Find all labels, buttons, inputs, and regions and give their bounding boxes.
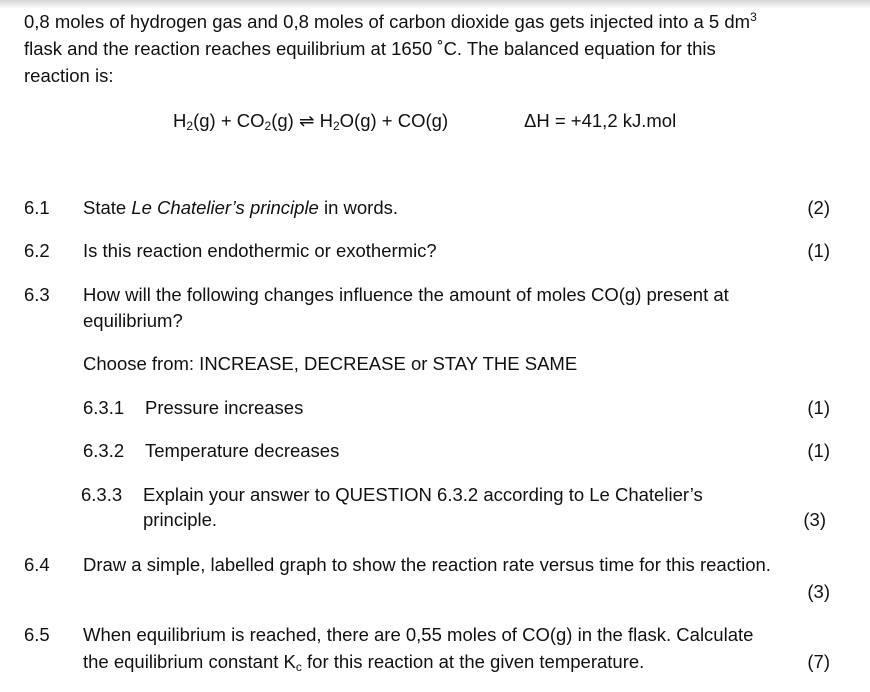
eq-part: (g) ⇌ H xyxy=(271,110,333,131)
eq-subscript: 2 xyxy=(332,119,340,133)
intro-line-1-text: 0,8 moles of hydrogen gas and 0,8 moles of carbon dioxide gas gets injected into a 5 dm xyxy=(24,11,751,32)
q65-pre: the equilibrium constant K xyxy=(83,651,296,672)
eq-part: H xyxy=(173,110,187,131)
q61-pre: State xyxy=(83,197,132,218)
question-6-3-line-2: equilibrium? xyxy=(83,310,183,331)
question-number: 6.2 xyxy=(24,240,50,261)
marks: (1) xyxy=(807,397,830,418)
eq-subscript: 2 xyxy=(186,119,194,133)
q65-post: for this reaction at the given temperature. xyxy=(301,651,645,672)
marks: (3) xyxy=(803,509,826,530)
question-6-1-text xyxy=(83,195,398,221)
eq-subscript: 2 xyxy=(264,119,272,133)
eq-part: (g) + CO xyxy=(193,110,265,131)
subquestion-6-3-3-line-2: principle. xyxy=(143,509,218,530)
balanced-equation xyxy=(173,108,448,134)
question-6-2-text: Is this reaction endothermic or exothermic? xyxy=(83,240,437,261)
question-6-4-text: Draw a simple, labelled graph to show the reaction rate versus time for this reaction. xyxy=(83,554,771,575)
dm3-superscript: 3 xyxy=(750,10,757,24)
subquestion-6-3-1-text: Pressure increases xyxy=(145,397,304,418)
q61-emphasis: Le Chatelier’s principle xyxy=(131,197,319,218)
marks: (3) xyxy=(807,581,830,602)
question-6-5-line-1: When equilibrium is reached, there are 0,55 moles of CO(g) in the flask. Calculate xyxy=(83,624,754,645)
marks: (2) xyxy=(807,197,830,218)
subquestion-number: 6.3.2 xyxy=(83,440,125,461)
enthalpy-change: ΔH = +41,2 kJ.mol xyxy=(524,110,677,131)
choose-instruction: Choose from: INCREASE, DECREASE or STAY THE SAME xyxy=(83,353,578,374)
question-number: 6.4 xyxy=(24,554,50,575)
question-number: 6.5 xyxy=(24,624,50,645)
intro-line-3: reaction is: xyxy=(24,65,114,86)
marks: (1) xyxy=(807,440,830,461)
question-number: 6.1 xyxy=(24,197,50,218)
intro-line-1 xyxy=(24,9,757,35)
intro-line-2: flask and the reaction reaches equilibrium at 1650 ˚C. The balanced equation for this xyxy=(24,38,716,59)
top-shadow xyxy=(0,0,870,9)
question-number: 6.3 xyxy=(24,284,50,305)
kc-subscript: c xyxy=(295,660,302,674)
question-6-3-line-1: How will the following changes influence the amount of moles CO(g) present at xyxy=(83,284,729,305)
marks: (1) xyxy=(807,240,830,261)
subquestion-number: 6.3.1 xyxy=(83,397,125,418)
marks: (7) xyxy=(807,651,830,672)
subquestion-6-3-3-line-1: Explain your answer to QUESTION 6.3.2 according to Le Chatelier’s xyxy=(143,484,703,505)
subquestion-6-3-2-text: Temperature decreases xyxy=(145,440,340,461)
q61-post: in words. xyxy=(318,197,399,218)
eq-part: O(g) + CO(g) xyxy=(339,110,449,131)
question-6-5-line-2 xyxy=(83,649,644,675)
subquestion-number: 6.3.3 xyxy=(81,484,123,505)
